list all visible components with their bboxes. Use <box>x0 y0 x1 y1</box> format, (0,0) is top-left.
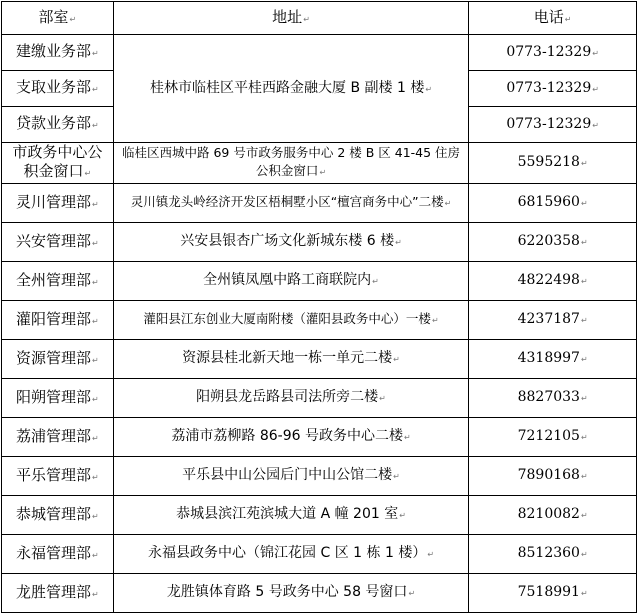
phone-cell: 4318997↵ <box>469 340 637 379</box>
paragraph-mark-icon: ↵ <box>92 394 99 404</box>
phone-cell: 8827033↵ <box>469 379 637 418</box>
paragraph-mark-icon: ↵ <box>580 589 588 598</box>
paragraph-mark-icon: ↵ <box>580 472 588 481</box>
paragraph-mark-icon: ↵ <box>580 511 588 520</box>
paragraph-mark-icon: ↵ <box>403 433 411 442</box>
dept-cell: 灵川管理部↵ <box>2 184 114 223</box>
table-row <box>2 262 637 301</box>
dept-cell: 灌阳管理部↵ <box>2 301 114 340</box>
dept-cell: 荔浦管理部↵ <box>2 418 114 457</box>
paragraph-mark-icon: ↵ <box>92 589 99 599</box>
paragraph-mark-icon: ↵ <box>379 394 386 403</box>
table-row <box>2 35 637 71</box>
address-cell: 兴安县银杏广场文化新城东楼 6 楼↵ <box>113 223 468 262</box>
paragraph-mark-icon: ↵ <box>580 199 588 208</box>
paragraph-mark-icon: ↵ <box>393 472 400 481</box>
paragraph-mark-icon: ↵ <box>84 169 92 178</box>
paragraph-mark-icon: ↵ <box>580 277 588 286</box>
paragraph-mark-icon: ↵ <box>580 394 588 403</box>
address-cell: 阳朔县龙岳路县司法所旁二楼↵ <box>113 379 468 418</box>
table-row <box>2 535 637 574</box>
shared-address-cell: 桂林市临桂区平桂西路金融大厦 B 副楼 1 楼↵ <box>113 35 468 143</box>
dept-cell: 支取业务部↵ <box>2 71 114 107</box>
header-dept: 部室↵ <box>2 2 114 35</box>
address-cell: 资源县桂北新天地一栋一单元二楼↵ <box>113 340 468 379</box>
dept-cell: 阳朔管理部↵ <box>2 379 114 418</box>
phone-cell: 4237187↵ <box>469 301 637 340</box>
address-cell: 灵川镇龙头岭经济开发区梧桐墅小区“檀宫商务中心”二楼↵ <box>113 184 468 223</box>
table-row <box>2 143 637 184</box>
phone-cell: 6815960↵ <box>469 184 637 223</box>
phone-cell: 0773-12329↵ <box>469 107 637 143</box>
paragraph-mark-icon: ↵ <box>92 511 99 521</box>
dept-cell: 永福管理部↵ <box>2 535 114 574</box>
paragraph-mark-icon: ↵ <box>92 199 99 209</box>
paragraph-mark-icon: ↵ <box>592 120 599 130</box>
dept-cell: 资源管理部↵ <box>2 340 114 379</box>
paragraph-mark-icon: ↵ <box>395 238 402 247</box>
paragraph-mark-icon: ↵ <box>580 316 588 325</box>
paragraph-mark-icon: ↵ <box>92 355 99 365</box>
contact-table <box>1 1 637 613</box>
paragraph-mark-icon: ↵ <box>319 168 327 177</box>
dept-cell: 恭城管理部↵ <box>2 496 114 535</box>
address-cell: 恭城县滨江苑滨城大道 A 幢 201 室↵ <box>113 496 468 535</box>
phone-cell: 8512360↵ <box>469 535 637 574</box>
address-cell: 灌阳县江东创业大厦南附楼（灌阳县政务中心）一楼↵ <box>113 301 468 340</box>
header-row <box>2 2 637 35</box>
table-row <box>2 457 637 496</box>
paragraph-mark-icon: ↵ <box>92 85 99 94</box>
paragraph-mark-icon: ↵ <box>444 199 452 208</box>
paragraph-mark-icon: ↵ <box>408 589 416 598</box>
paragraph-mark-icon: ↵ <box>399 511 406 520</box>
table-row <box>2 301 637 340</box>
paragraph-mark-icon: ↵ <box>580 433 588 442</box>
dept-cell: 建缴业务部↵ <box>2 35 114 71</box>
header-address: 地址↵ <box>113 2 468 35</box>
paragraph-mark-icon: ↵ <box>427 550 435 559</box>
address-cell: 永福县政务中心（锦江花园 C 区 1 栋 1 楼）↵ <box>113 535 468 574</box>
table-row <box>2 184 637 223</box>
paragraph-mark-icon: ↵ <box>92 316 99 326</box>
dept-cell: 平乐管理部↵ <box>2 457 114 496</box>
address-cell: 临桂区西城中路 69 号市政务服务中心 2 楼 B 区 41-45 住房公积金窗口↵ <box>113 143 468 184</box>
paragraph-mark-icon: ↵ <box>92 433 99 443</box>
dept-cell: 兴安管理部↵ <box>2 223 114 262</box>
paragraph-mark-icon: ↵ <box>592 48 599 58</box>
phone-cell: 4822498↵ <box>469 262 637 301</box>
phone-cell: 5595218↵ <box>469 143 637 184</box>
dept-cell: 全州管理部↵ <box>2 262 114 301</box>
paragraph-mark-icon: ↵ <box>425 84 433 94</box>
phone-cell: 6220358↵ <box>469 223 637 262</box>
paragraph-mark-icon: ↵ <box>580 159 588 168</box>
phone-cell: 8210082↵ <box>469 496 637 535</box>
paragraph-mark-icon: ↵ <box>92 277 99 287</box>
dept-cell: 贷款业务部↵ <box>2 107 114 143</box>
table-row <box>2 223 637 262</box>
paragraph-mark-icon: ↵ <box>372 277 379 286</box>
table-row <box>2 418 637 457</box>
address-cell: 荔浦市荔柳路 86-96 号政务中心二楼↵ <box>113 418 468 457</box>
dept-cell: 龙胜管理部↵ <box>2 574 114 613</box>
address-cell: 全州镇凤凰中路工商联院内↵ <box>113 262 468 301</box>
phone-cell: 7212105↵ <box>469 418 637 457</box>
paragraph-mark-icon: ↵ <box>592 84 599 94</box>
phone-cell: 0773-12329↵ <box>469 71 637 107</box>
paragraph-mark-icon: ↵ <box>92 238 99 248</box>
paragraph-mark-icon: ↵ <box>580 238 588 247</box>
paragraph-mark-icon: ↵ <box>92 121 99 130</box>
paragraph-mark-icon: ↵ <box>580 550 588 559</box>
paragraph-mark-icon: ↵ <box>564 14 572 24</box>
phone-cell: 7890168↵ <box>469 457 637 496</box>
phone-cell: 0773-12329↵ <box>469 35 637 71</box>
paragraph-mark-icon: ↵ <box>92 550 99 560</box>
phone-cell: 7518991↵ <box>469 574 637 613</box>
table-row <box>2 496 637 535</box>
table-row <box>2 340 637 379</box>
paragraph-mark-icon: ↵ <box>580 355 588 364</box>
table-row <box>2 574 637 613</box>
address-cell: 平乐县中山公园后门中山公馆二楼↵ <box>113 457 468 496</box>
paragraph-mark-icon: ↵ <box>69 14 77 24</box>
paragraph-mark-icon: ↵ <box>303 14 310 24</box>
header-phone: 电话↵ <box>469 2 637 35</box>
paragraph-mark-icon: ↵ <box>92 49 99 58</box>
table-row <box>2 379 637 418</box>
paragraph-mark-icon: ↵ <box>393 355 400 364</box>
paragraph-mark-icon: ↵ <box>431 316 439 325</box>
paragraph-mark-icon: ↵ <box>92 472 99 482</box>
dept-cell: 市政务中心公积金窗口↵ <box>2 143 114 184</box>
address-cell: 龙胜镇体育路 5 号政务中心 58 号窗口↵ <box>113 574 468 613</box>
